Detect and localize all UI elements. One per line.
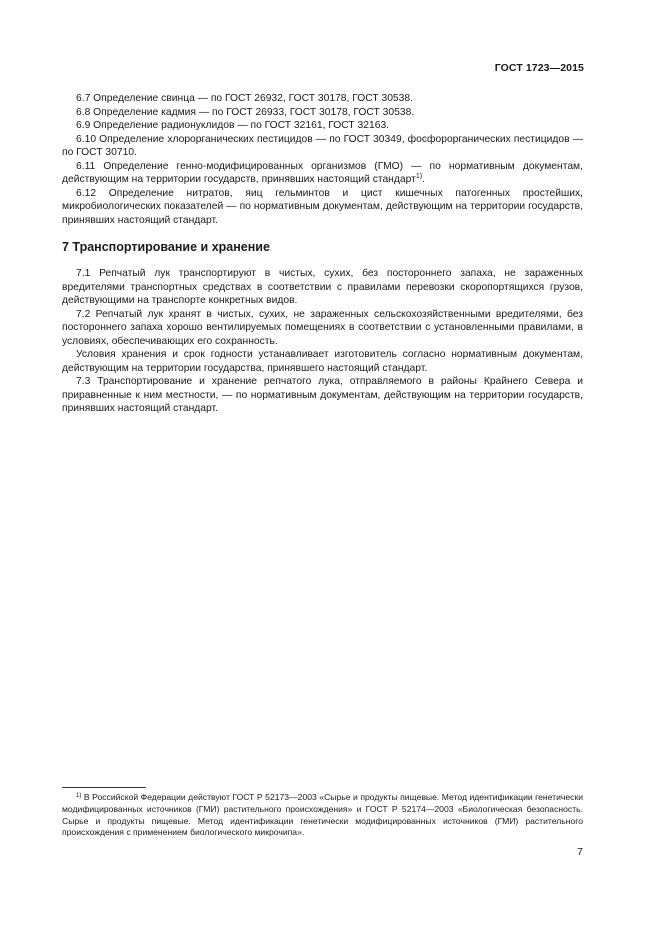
- footnote: [62, 792, 583, 839]
- footnote-divider: [62, 787, 146, 788]
- section-6-body: [62, 92, 583, 227]
- paragraph-6-11-tail: .: [422, 174, 425, 185]
- paragraph-6-7: 6.7 Определение свинца — по ГОСТ 26932, ГОСТ 30178, ГОСТ 30538.: [76, 93, 413, 104]
- footnote-reference[interactable]: 1): [415, 173, 423, 180]
- paragraph-storage-conditions: Условия хранения и срок годности устанавливает изготовитель согласно нормативным документам, действующим на территории государства, принявшего настоящий стандарт.: [62, 349, 583, 374]
- paragraph-7-2: 7.2 Репчатый лук хранят в чистых, сухих, не зараженных сельскохозяйственными вредителями, без постороннего запаха хорошо вентилируемых помещениях в соответствии с установленными правилами, в условиях, обеспечивающих его сохранность.: [62, 308, 583, 347]
- document-code-header: ГОСТ 1723—2015: [494, 62, 584, 74]
- paragraph-6-11: [62, 160, 583, 187]
- paragraph-6-8: 6.8 Определение кадмия — по ГОСТ 26933, ГОСТ 30178, ГОСТ 30538.: [76, 106, 415, 118]
- paragraph-7-3: 7.3 Транспортирование и хранение репчатого лука, отправляемого в районы Крайнего Севера и приравненные к ним местности, — по нормативным документам, действующим на территории государств, принявших настоящий стандарт.: [62, 376, 583, 414]
- paragraph-7-1: 7.1 Репчатый лук транспортируют в чистых, сухих, без постороннего запаха, не зараженных вредителями транспортных средствах в соответствии с правилами перевозки скоропортящихся грузов, действующими на транспорте конкретных видов.: [62, 268, 583, 306]
- paragraph-6-9: 6.9 Определение радионуклидов — по ГОСТ 32161, ГОСТ 32163.: [76, 120, 390, 131]
- section-7-heading: 7 Транспортирование и хранение: [62, 240, 270, 254]
- footnote-text: В Российской Федерации действуют ГОСТ Р 52173—2003 «Сырье и продукты пищевые. Метод идентификации генетически модифицированных источников (ГМИ) растительного происхождения» и ГОСТ Р 52174—2003 «Биологическая безопасность. Сырье и продукты пищевые. Метод идентификации генетически модифицированных источников (ГМИ) растительного происхождения с применением биологического микрочипа».: [62, 792, 583, 838]
- footnote-mark: 1): [76, 793, 82, 799]
- paragraph-6-11-text: 6.11 Определение генно-модифицированных организмов (ГМО) — по нормативным документам, действующим на территории государств, принявших настоящий стандарт: [62, 160, 583, 185]
- section-7-body: [62, 267, 583, 416]
- footnote-paragraph: [62, 792, 583, 839]
- paragraph-6-10: 6.10 Определение хлорорганических пестицидов — по ГОСТ 30349, фосфорорганических пестицидов — по ГОСТ 30710.: [62, 133, 583, 158]
- page-number: 7: [577, 846, 583, 858]
- paragraph-6-12: 6.12 Определение нитратов, яиц гельминтов и цист кишечных патогенных простейших, микробиологических показателей — по нормативным документам, действующим на территории государств, принявших настоящий стандарт.: [62, 187, 583, 226]
